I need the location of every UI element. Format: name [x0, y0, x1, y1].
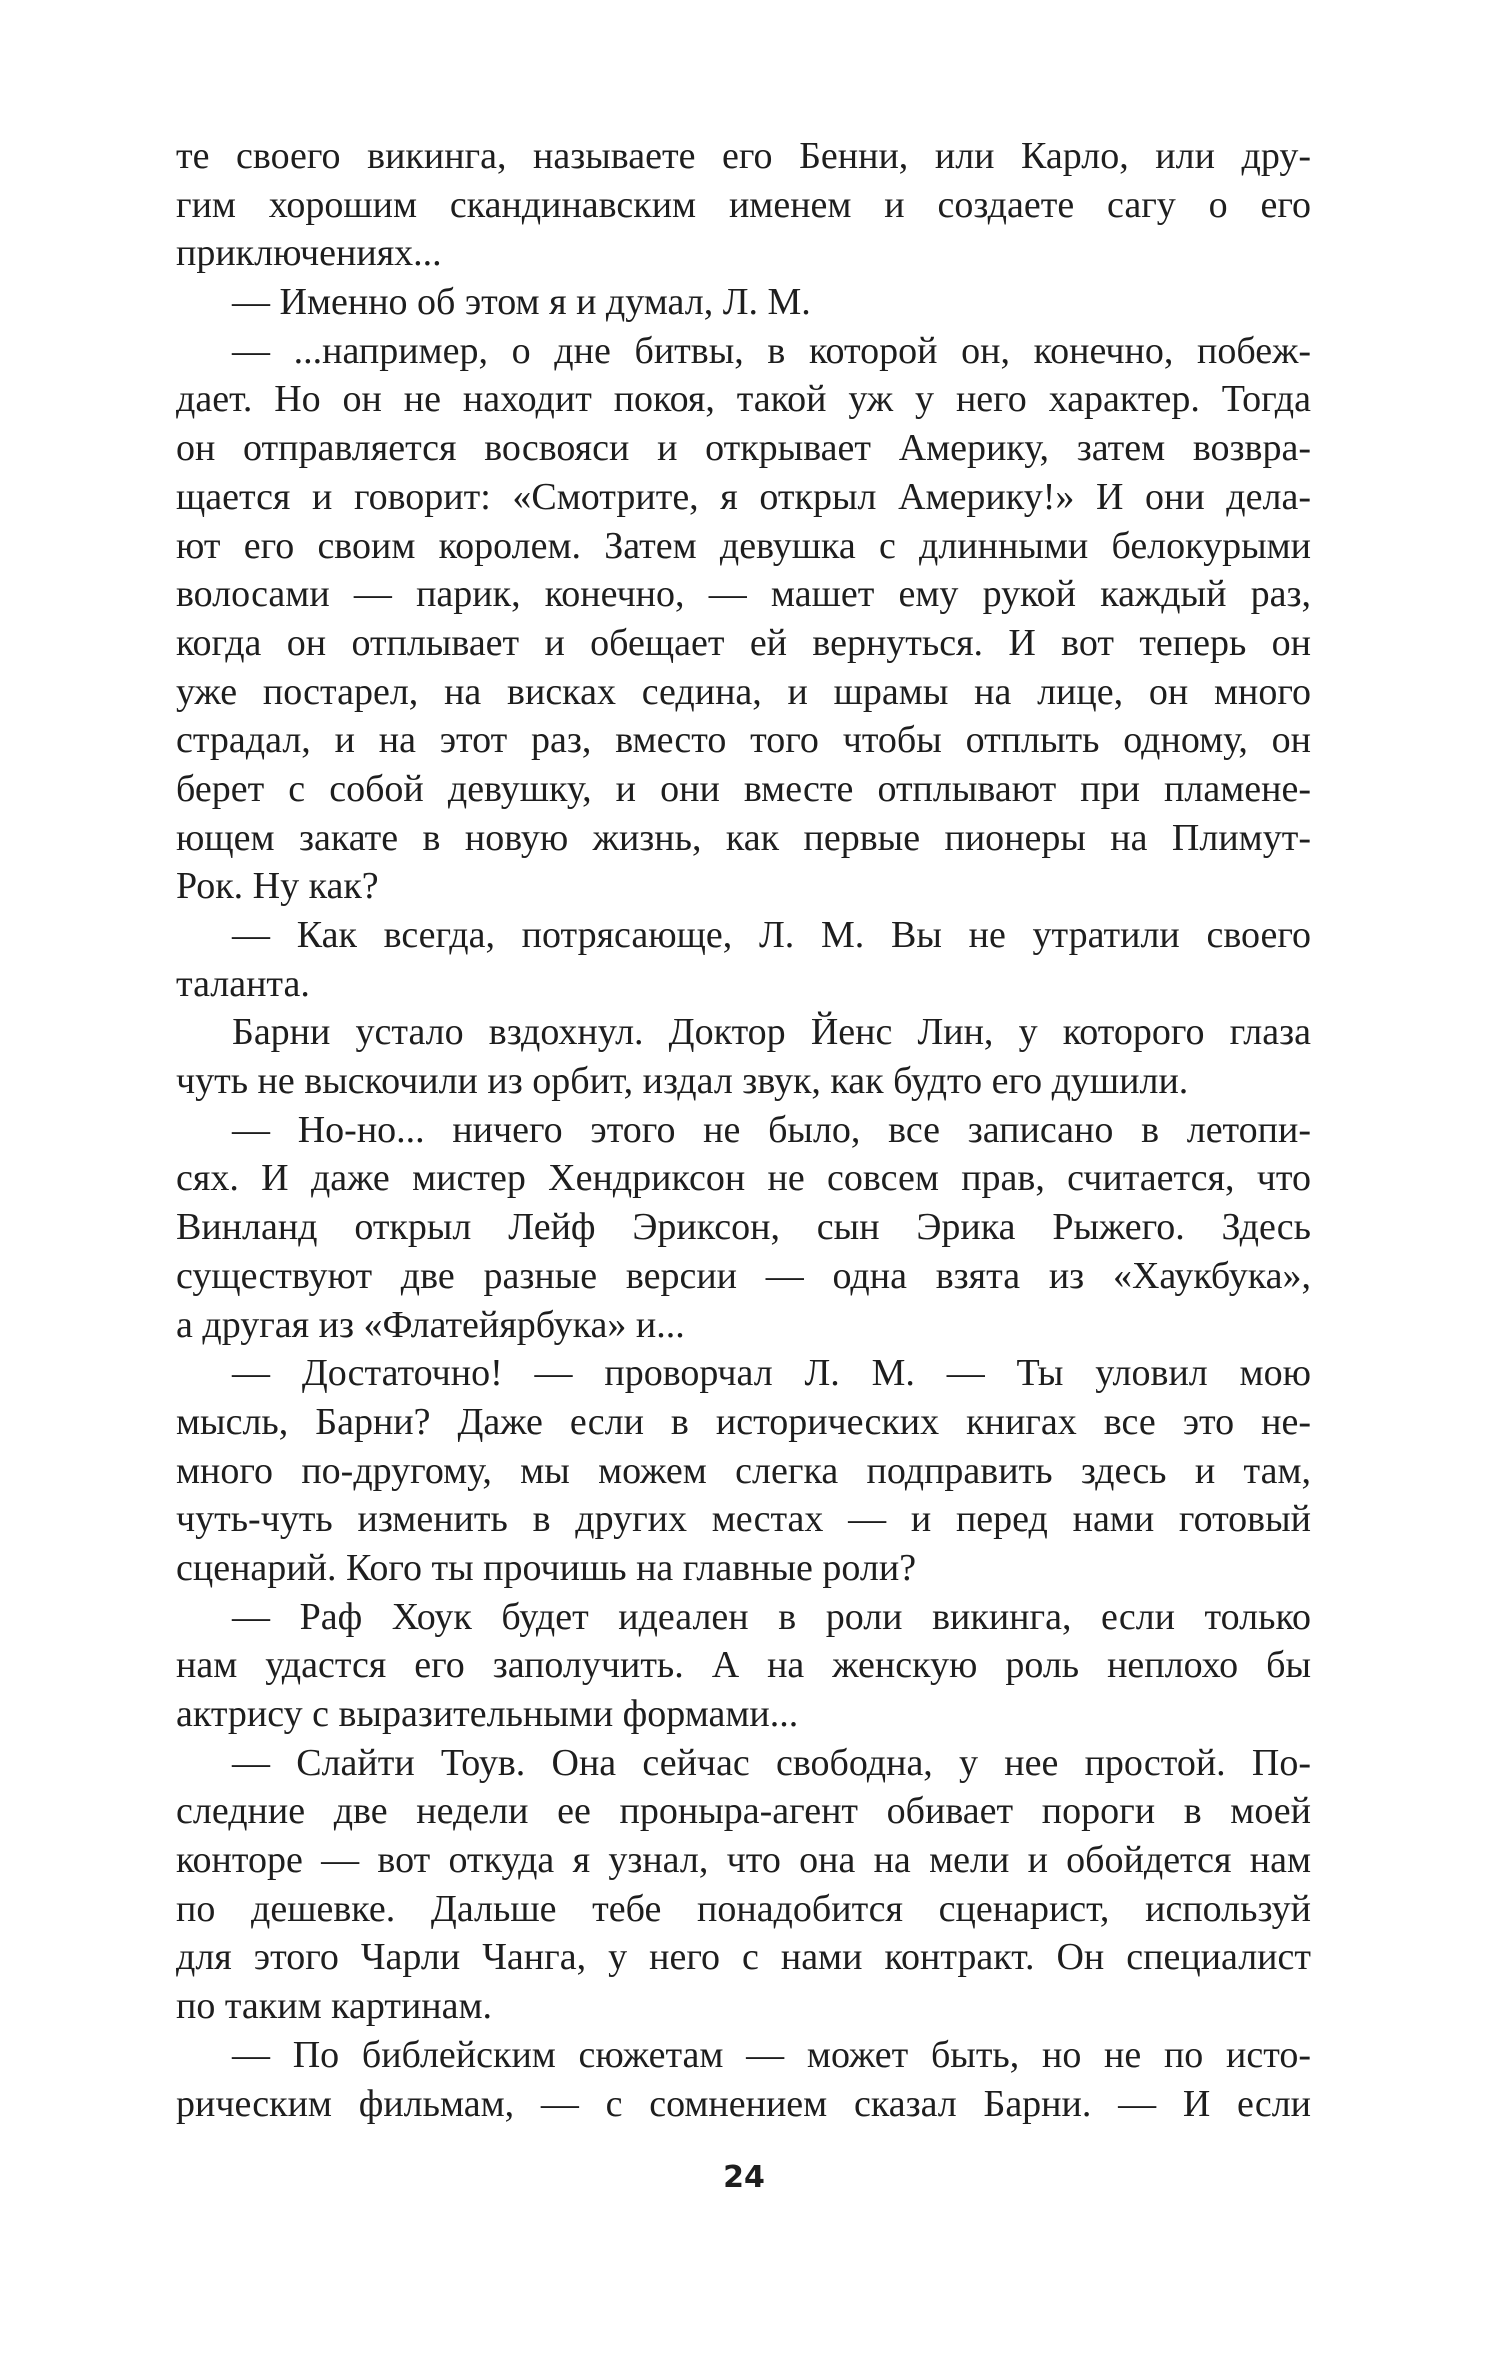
text-line: Барни устало вздохнул. Доктор Йенс Лин, у которого глаза: [232, 1011, 1311, 1054]
text-line: по дешевке. Дальше тебе понадобится сценарист, используй: [176, 1887, 1311, 1930]
text-line: Винланд открыл Лейф Эриксон, сын Эрика Рыжего. Здесь: [176, 1206, 1311, 1249]
text-line: гим хорошим скандинавским именем и создаете сагу о его: [176, 183, 1311, 226]
page-number: 24: [723, 2160, 765, 2195]
text-line: — ...например, о дне битвы, в которой он, конечно, побеж-: [232, 329, 1311, 372]
text-line: когда он отплывает и обещает ей вернуться. И вот теперь он: [176, 621, 1311, 664]
text-line: волосами — парик, конечно, — машет ему рукой каждый раз,: [176, 573, 1311, 616]
text-line: — По библейским сюжетам — может быть, но не по исто-: [232, 2033, 1311, 2076]
text-line: — Как всегда, потрясающе, Л. М. Вы не утратили своего: [232, 914, 1311, 956]
text-line: а другая из «Флатейярбука» и...: [176, 1303, 685, 1346]
text-line: дает. Но он не находит покоя, такой уж у него характер. Тогда: [176, 378, 1311, 421]
text-line: Рок. Ну как?: [176, 865, 379, 908]
text-line: чуть не выскочили из орбит, издал звук, как будто его душили.: [176, 1060, 1189, 1103]
text-line: рическим фильмам, — с сомнением сказал Барни. — И если: [176, 2082, 1311, 2125]
text-line: нам удастся его заполучить. А на женскую роль неплохо бы: [176, 1644, 1311, 1687]
text-line: — Слайти Тоув. Она сейчас свободна, у нее простой. По-: [232, 1741, 1311, 1784]
text-line: — Достаточно! — проворчал Л. М. — Ты уловил мою: [232, 1352, 1311, 1395]
text-line: — Именно об этом я и думал, Л. М.: [232, 281, 811, 324]
text-line: берет с собой девушку, и они вместе отплывают при пламене-: [176, 767, 1311, 810]
body-text: [176, 132, 1311, 2128]
text-line: ющем закате в новую жизнь, как первые пионеры на Плимут-: [176, 816, 1311, 859]
text-line: те своего викинга, называете его Бенни, или Карло, или дру-: [176, 135, 1311, 177]
text-line: щается и говорит: «Смотрите, я открыл Америку!» И они дела-: [176, 475, 1311, 518]
text-line: — Раф Хоук будет идеален в роли викинга, если только: [232, 1595, 1311, 1638]
text-line: приключениях...: [176, 232, 442, 275]
text-line: ют его своим королем. Затем девушка с длинными белокурыми: [176, 524, 1311, 567]
text-line: — Но-но... ничего этого не было, все записано в летопи-: [232, 1108, 1311, 1151]
text-line: мысль, Барни? Даже если в исторических книгах все это не-: [176, 1400, 1311, 1443]
text-line: много по-другому, мы можем слегка подправить здесь и там,: [176, 1449, 1311, 1492]
text-line: актрису с выразительными формами...: [176, 1693, 799, 1735]
text-line: чуть-чуть изменить в других местах — и перед нами готовый: [176, 1498, 1311, 1541]
text-line: конторе — вот откуда я узнал, что она на мели и обойдется нам: [176, 1839, 1311, 1882]
text-line: он отправляется восвояси и открывает Америку, затем возвра-: [176, 427, 1311, 470]
text-line: сценарий. Кого ты прочишь на главные роли?: [176, 1546, 917, 1589]
text-line: страдал, и на этот раз, вместо того чтобы отплыть одному, он: [176, 719, 1311, 762]
text-line: таланта.: [176, 962, 310, 1005]
text-line: по таким картинам.: [176, 1985, 493, 2028]
text-line: уже постарел, на висках седина, и шрамы на лице, он много: [176, 670, 1311, 713]
text-line: для этого Чарли Чанга, у него с нами контракт. Он специалист: [176, 1936, 1311, 1979]
text-line: следние две недели ее проныра-агент обивает пороги в моей: [176, 1790, 1311, 1833]
text-line: сях. И даже мистер Хендриксон не совсем прав, считается, что: [176, 1157, 1311, 1200]
text-line: существуют две разные версии — одна взята из «Хаукбука»,: [176, 1254, 1311, 1297]
